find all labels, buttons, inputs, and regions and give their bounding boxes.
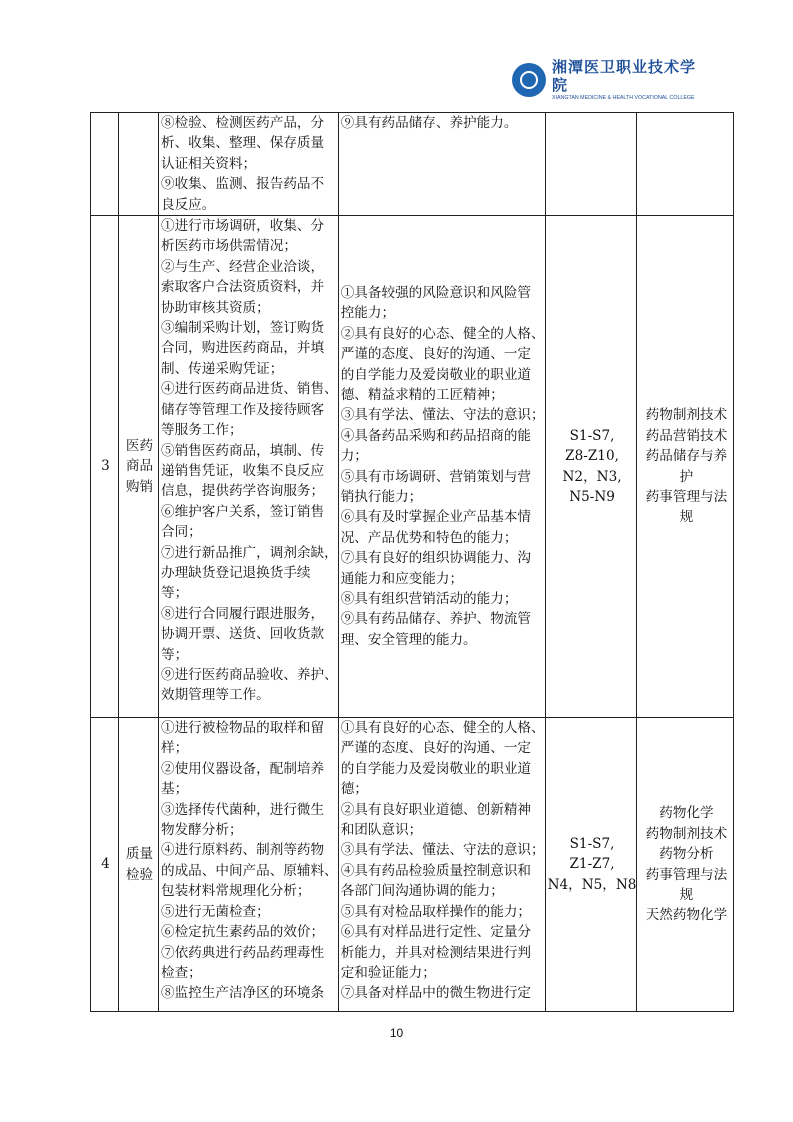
- work-tasks-cell-line: ⑨进行医药商品验收、养护、: [161, 666, 338, 683]
- page-number: 10: [389, 1026, 404, 1040]
- position-name-cell-line: 检验: [125, 866, 154, 883]
- courses-cell-line: 天然药物化学: [645, 907, 728, 924]
- position-name-cell-line: 商品: [125, 458, 154, 475]
- work-tasks-cell-line: ⑥维护客户关系，签订销售: [161, 503, 325, 520]
- logo-english-name: XIANGTAN MEDICINE & HEALTH VOCATIONAL COLLEGE: [552, 95, 695, 101]
- abilities-cell-line: ⑤具有对检品取样操作的能力；: [340, 903, 532, 920]
- work-tasks-cell-line: 包装材料常规理化分析；: [161, 883, 311, 900]
- work-tasks-cell-line: 物发酵分析；: [161, 822, 243, 839]
- work-tasks-cell-line: 效期管理等工作。: [161, 687, 270, 704]
- logo-chinese-name: 湘潭医卫职业技术学院: [552, 58, 697, 94]
- courses-cell-line: 药物化学: [659, 805, 714, 822]
- work-tasks-cell-line: 合同，购进医药商品，并填: [161, 340, 325, 357]
- work-tasks-cell-line: 制、传递采购凭证；: [161, 360, 284, 377]
- standard-codes-cell-line: S1-S7,: [569, 427, 615, 444]
- standard-codes-cell-line: N5-N9: [569, 488, 615, 505]
- courses-cell-line: 药物分析: [659, 846, 714, 863]
- abilities-cell-line: ⑨具有药品储存、养护、物流管: [340, 611, 532, 628]
- position-name-cell-line: 购销: [125, 478, 154, 495]
- abilities-cell-line: ③具有学法、懂法、守法的意识；: [340, 407, 545, 424]
- work-tasks-cell-line: 信息，提供药学咨询服务；: [161, 483, 325, 500]
- work-tasks-cell-line: ⑦进行新品推广，调剂余缺，: [161, 544, 338, 561]
- abilities-cell-line: 严谨的态度、良好的沟通、一定: [340, 346, 532, 363]
- work-tasks-cell: [159, 113, 339, 216]
- work-tasks-cell-line: ④进行原料药、制剂等药物: [161, 842, 325, 859]
- table-row: [91, 216, 734, 718]
- abilities-cell-line: 和团队意识；: [340, 822, 423, 839]
- abilities-cell-line: 控能力；: [340, 305, 396, 322]
- courses-cell: [637, 113, 734, 216]
- work-tasks-cell-line: ⑧监控生产洁净区的环境条: [161, 985, 325, 1002]
- work-tasks-cell-line: ⑧检验、检测医药产品，分: [161, 115, 325, 131]
- courses-cell-line: 药物制剂技术: [645, 407, 728, 424]
- abilities-cell-line: 销执行能力；: [340, 488, 423, 505]
- abilities-cell-line: ①具备较强的风险意识和风险管: [340, 284, 532, 301]
- abilities-cell-line: 通能力和应变能力；: [340, 570, 464, 587]
- abilities-cell-line: ③具有学法、懂法、守法的意识；: [340, 842, 545, 859]
- work-tasks-cell-line: 良反应。: [161, 196, 216, 213]
- work-tasks-cell-line: ②使用仪器设备，配制培养: [161, 760, 325, 777]
- work-tasks-cell-line: ①进行市场调研，收集、分: [161, 218, 325, 235]
- standard-codes-cell: [545, 718, 637, 1012]
- abilities-cell-line: 德、精益求精的工匠精神；: [340, 386, 504, 403]
- courses-cell-line: 药事管理与法: [645, 488, 728, 505]
- work-tasks-cell: [159, 216, 339, 718]
- courses-cell-line: 规: [679, 509, 694, 526]
- work-tasks-cell-line: ⑥检定抗生素药品的效价；: [161, 924, 325, 941]
- row-number-cell: [91, 113, 119, 216]
- abilities-cell-line: 各部门间沟通协调的能力；: [340, 883, 504, 900]
- work-tasks-cell-line: 等服务工作；: [161, 422, 243, 439]
- work-tasks-cell-line: 析医药市场供需情况；: [161, 238, 297, 255]
- courses-cell: [637, 718, 734, 1012]
- abilities-cell-line: 严谨的态度、良好的沟通、一定: [340, 740, 532, 757]
- work-tasks-cell-line: 检查；: [161, 964, 202, 981]
- courses-cell: [637, 216, 734, 718]
- work-tasks-cell-line: ②与生产、经营企业洽谈，: [161, 258, 325, 275]
- position-name-cell: [119, 113, 159, 216]
- abilities-cell-line: ④具有药品检验质量控制意识和: [340, 862, 532, 879]
- standard-codes-cell-line: Z8-Z10,: [565, 448, 619, 465]
- standard-codes-cell-line: Z1-Z7,: [569, 856, 615, 873]
- abilities-cell: [338, 718, 545, 1012]
- position-name-cell-line: 质量: [125, 846, 154, 863]
- abilities-cell-line: 德；: [340, 781, 368, 798]
- standard-codes-cell-line: S1-S7,: [569, 835, 615, 852]
- abilities-cell-line: ⑧具有组织营销活动的能力；: [340, 590, 518, 607]
- table-row: [91, 718, 734, 1012]
- courses-cell-line: 护: [679, 468, 694, 485]
- abilities-cell-line: ②具有良好职业道德、创新精神: [340, 801, 532, 818]
- abilities-cell: [338, 216, 545, 718]
- work-tasks-cell-line: 的成品、中间产品、原辅料、: [161, 862, 338, 879]
- courses-cell-line: 药物制剂技术: [645, 825, 728, 842]
- work-tasks-cell-line: 基；: [161, 781, 189, 798]
- courses-cell-line: 药品储存与养: [645, 448, 728, 465]
- work-tasks-cell-line: ⑧进行合同履行跟进服务，: [161, 605, 325, 622]
- position-name-cell-line: 医药: [125, 437, 154, 454]
- abilities-cell-line: ⑦具备对样品中的微生物进行定: [340, 985, 532, 1002]
- work-tasks-cell-line: 协助审核其资质；: [161, 299, 270, 316]
- table-row: [91, 113, 734, 216]
- abilities-cell-line: ⑥具有对样品进行定性、定量分: [340, 924, 532, 941]
- work-tasks-cell-line: 储存等管理工作及接待顾客: [161, 401, 325, 418]
- abilities-cell-line: ⑥具有及时掌握企业产品基本情: [340, 509, 532, 526]
- standard-codes-cell-line: N4，N5，N8: [547, 876, 637, 893]
- standard-codes-cell: [545, 113, 637, 216]
- position-name-cell: [119, 718, 159, 1012]
- work-tasks-cell-line: ⑤进行无菌检查；: [161, 903, 270, 920]
- abilities-cell-line: 力；: [340, 448, 368, 465]
- work-tasks-cell-line: 合同；: [161, 524, 202, 541]
- work-tasks-cell-line: 协调开票、送货、回收货款: [161, 626, 325, 643]
- abilities-cell-line: 定和验证能力；: [340, 964, 436, 981]
- abilities-cell-line: ②具有良好的心态、健全的人格、: [340, 325, 545, 342]
- work-tasks-cell-line: ⑦依药典进行药品药理毒性: [161, 944, 325, 961]
- work-tasks-cell-line: 样；: [161, 740, 189, 757]
- abilities-cell-line: ④具备药品采购和药品招商的能: [340, 427, 532, 444]
- abilities-cell-line: ⑨具有药品储存、养护能力。: [340, 115, 518, 131]
- courses-cell-line: 药事管理与法: [645, 866, 728, 883]
- abilities-cell-line: 况、产品优势和特色的能力；: [340, 529, 518, 546]
- work-tasks-cell: [159, 718, 339, 1012]
- college-logo: [512, 58, 702, 101]
- work-tasks-cell-line: ③选择传代菌种，进行微生: [161, 801, 325, 818]
- abilities-cell-line: 的自学能力及爱岗敬业的职业道: [340, 366, 532, 383]
- position-name-cell: [119, 216, 159, 718]
- work-tasks-cell-line: 办理缺货登记退换货手续: [161, 564, 311, 581]
- standard-codes-cell: [545, 216, 637, 718]
- work-tasks-cell-line: ③编制采购计划，签订购货: [161, 320, 325, 337]
- work-tasks-cell-line: 递销售凭证，收集不良反应: [161, 462, 325, 479]
- work-tasks-cell-line: ④进行医药商品进货、销售、: [161, 381, 338, 398]
- college-seal-icon: [512, 63, 546, 97]
- work-tasks-cell-line: ⑤销售医药商品，填制、传: [161, 442, 325, 459]
- standard-codes-cell-line: N2，N3,: [562, 468, 622, 485]
- abilities-cell-line: 的自学能力及爱岗敬业的职业道: [340, 760, 532, 777]
- abilities-cell-line: ①具有良好的心态、健全的人格、: [340, 720, 545, 737]
- work-tasks-cell-line: 索取客户合法资质资料，并: [161, 279, 325, 296]
- abilities-cell: [338, 113, 545, 216]
- abilities-cell-line: 析能力，并具对检测结果进行判: [340, 944, 532, 961]
- courses-cell-line: 规: [679, 886, 694, 903]
- work-tasks-cell-line: 等；: [161, 585, 189, 602]
- row-number-cell: 3: [91, 216, 119, 718]
- work-tasks-cell-line: 析、收集、整理、保存质量: [161, 135, 325, 152]
- abilities-cell-line: ⑦具有良好的组织协调能力、沟: [340, 550, 532, 567]
- work-tasks-cell-line: ⑨收集、监测、报告药品不: [161, 176, 325, 193]
- courses-cell-line: 药品营销技术: [645, 427, 728, 444]
- job-ability-table: [90, 112, 734, 1012]
- row-number-cell: 4: [91, 718, 119, 1012]
- work-tasks-cell-line: ①进行被检物品的取样和留: [161, 720, 325, 737]
- abilities-cell-line: ⑤具有市场调研、营销策划与营: [340, 468, 532, 485]
- work-tasks-cell-line: 等；: [161, 646, 189, 663]
- work-tasks-cell-line: 认证相关资料；: [161, 155, 257, 172]
- abilities-cell-line: 理、安全管理的能力。: [340, 631, 477, 648]
